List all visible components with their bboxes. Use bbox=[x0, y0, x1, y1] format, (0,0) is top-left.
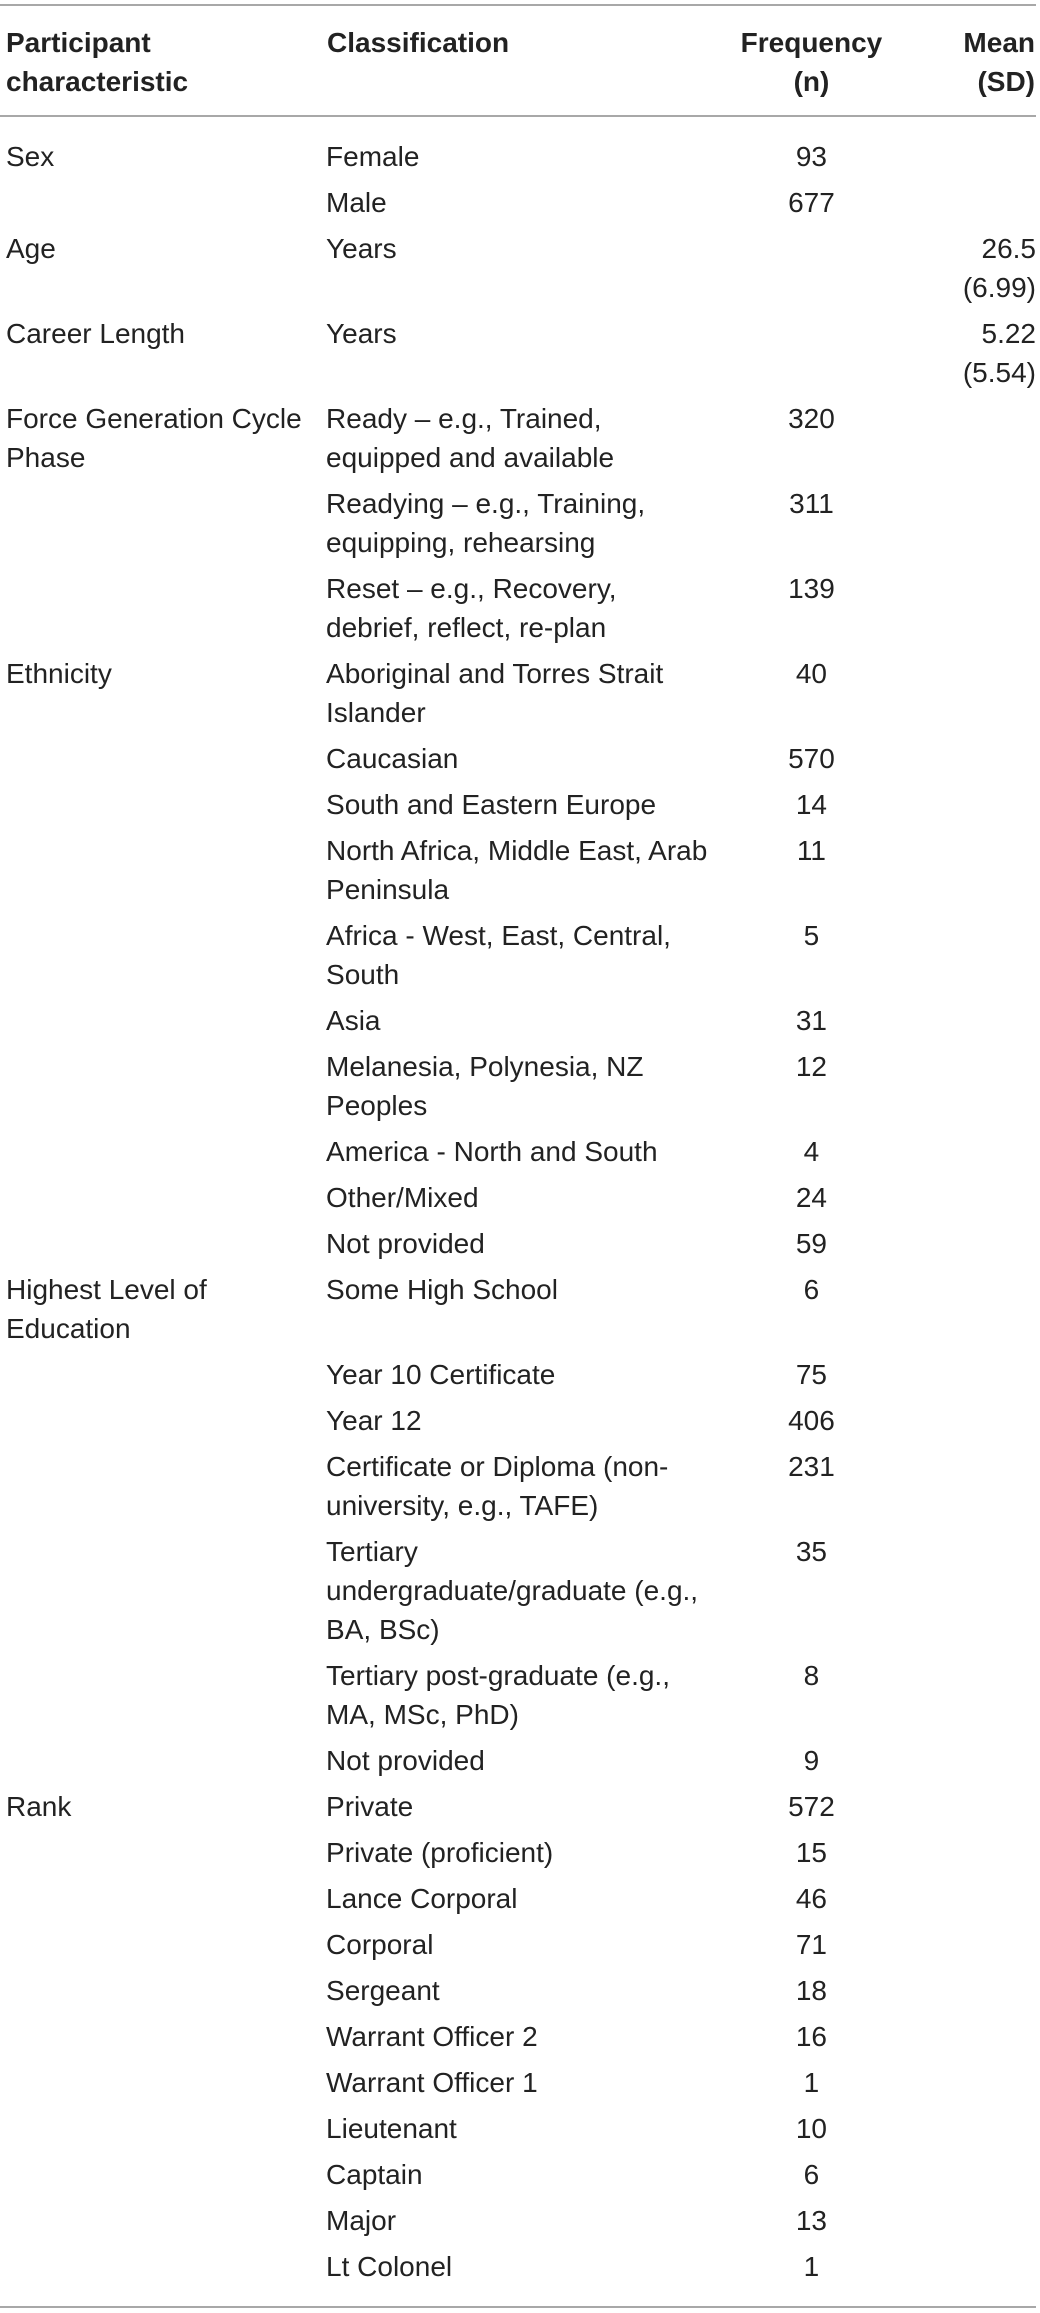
table-row bbox=[0, 565, 1036, 650]
cell-mean bbox=[902, 1043, 1036, 1128]
cell-mean bbox=[902, 2151, 1036, 2197]
table-row bbox=[0, 2105, 1036, 2151]
cell-characteristic bbox=[0, 565, 326, 650]
cell-mean bbox=[902, 2243, 1036, 2307]
cell-characteristic bbox=[0, 827, 326, 912]
cell-characteristic bbox=[0, 2059, 326, 2105]
cell-classification: America - North and South bbox=[326, 1136, 658, 1167]
cell-characteristic: Career Length bbox=[6, 318, 186, 349]
cell-characteristic bbox=[0, 1351, 326, 1397]
cell-mean bbox=[902, 1528, 1036, 1652]
cell-classification: Lance Corporal bbox=[326, 1883, 518, 1914]
cell-characteristic bbox=[0, 1921, 326, 1967]
cell-mean bbox=[902, 1220, 1036, 1266]
cell-mean bbox=[902, 1443, 1036, 1528]
cell-frequency: 75 bbox=[795, 1359, 828, 1390]
table-row bbox=[0, 1397, 1036, 1443]
cell-characteristic bbox=[0, 912, 326, 997]
cell-frequency: 10 bbox=[795, 2113, 828, 2144]
cell-characteristic: Highest Level of Education bbox=[6, 1274, 207, 1344]
cell-frequency: 8 bbox=[803, 1660, 820, 1691]
cell-mean bbox=[902, 1128, 1036, 1174]
cell-frequency: 12 bbox=[795, 1051, 828, 1082]
table-row bbox=[0, 781, 1036, 827]
cell-characteristic bbox=[0, 1967, 326, 2013]
cell-classification: Readying – e.g., Training, equipping, rehearsing bbox=[326, 488, 646, 558]
cell-characteristic bbox=[0, 1220, 326, 1266]
cell-classification: Aboriginal and Torres Strait Islander bbox=[326, 658, 664, 728]
table-row bbox=[0, 997, 1036, 1043]
cell-classification: Years bbox=[326, 233, 397, 264]
cell-frequency: 31 bbox=[795, 1005, 828, 1036]
cell-characteristic bbox=[0, 1174, 326, 1220]
cell-mean bbox=[902, 1875, 1036, 1921]
cell-characteristic bbox=[0, 735, 326, 781]
cell-mean bbox=[902, 1266, 1036, 1351]
cell-frequency: 18 bbox=[795, 1975, 828, 2006]
cell-mean bbox=[902, 2105, 1036, 2151]
table-row bbox=[0, 2243, 1036, 2307]
cell-characteristic bbox=[0, 2197, 326, 2243]
cell-characteristic: Sex bbox=[6, 141, 55, 172]
cell-characteristic bbox=[0, 1128, 326, 1174]
cell-classification: Sergeant bbox=[326, 1975, 440, 2006]
cell-classification: Private bbox=[326, 1791, 414, 1822]
cell-characteristic bbox=[0, 1443, 326, 1528]
cell-frequency: 35 bbox=[795, 1536, 828, 1567]
cell-frequency: 15 bbox=[795, 1837, 828, 1868]
table-header bbox=[0, 5, 1036, 116]
table-row bbox=[0, 1921, 1036, 1967]
cell-characteristic bbox=[0, 997, 326, 1043]
table-row bbox=[0, 1875, 1036, 1921]
cell-classification: Not provided bbox=[326, 1745, 485, 1776]
cell-mean bbox=[902, 912, 1036, 997]
table-row bbox=[0, 650, 1036, 735]
cell-characteristic: Ethnicity bbox=[6, 658, 112, 689]
table-row bbox=[0, 1967, 1036, 2013]
cell-mean bbox=[902, 997, 1036, 1043]
cell-characteristic bbox=[0, 1043, 326, 1128]
cell-characteristic bbox=[0, 781, 326, 827]
cell-characteristic: Rank bbox=[6, 1791, 72, 1822]
cell-frequency bbox=[721, 225, 901, 310]
cell-frequency: 6 bbox=[803, 1274, 820, 1305]
cell-frequency: 320 bbox=[788, 403, 835, 434]
header-characteristic: Participant characteristic bbox=[0, 5, 326, 116]
table-row bbox=[0, 2059, 1036, 2105]
cell-classification: South and Eastern Europe bbox=[326, 789, 657, 820]
cell-classification: Reset – e.g., Recovery, debrief, reflect, re-plan bbox=[326, 573, 617, 643]
cell-frequency: 59 bbox=[795, 1228, 828, 1259]
cell-classification: Female bbox=[326, 141, 420, 172]
cell-mean bbox=[902, 1397, 1036, 1443]
table-row bbox=[0, 1220, 1036, 1266]
cell-classification: Some High School bbox=[326, 1274, 558, 1305]
cell-frequency: 46 bbox=[795, 1883, 828, 1914]
table-row bbox=[0, 827, 1036, 912]
cell-frequency: 572 bbox=[788, 1791, 835, 1822]
cell-mean bbox=[902, 116, 1036, 179]
cell-frequency: 311 bbox=[789, 488, 834, 519]
cell-classification: Corporal bbox=[326, 1929, 434, 1960]
cell-frequency: 11 bbox=[796, 835, 826, 866]
cell-frequency bbox=[721, 310, 901, 395]
table-row bbox=[0, 2013, 1036, 2059]
table-row bbox=[0, 1528, 1036, 1652]
table-row bbox=[0, 2151, 1036, 2197]
table-row bbox=[0, 735, 1036, 781]
cell-mean bbox=[902, 1737, 1036, 1783]
cell-classification: Tertiary post-graduate (e.g., MA, MSc, PhD) bbox=[326, 1660, 670, 1730]
cell-mean: 5.22 (5.54) bbox=[962, 318, 1036, 388]
cell-mean bbox=[902, 1967, 1036, 2013]
cell-classification: Other/Mixed bbox=[326, 1182, 479, 1213]
table-row bbox=[0, 1174, 1036, 1220]
cell-classification: Ready – e.g., Trained, equipped and available bbox=[326, 403, 615, 473]
cell-classification: Not provided bbox=[326, 1228, 485, 1259]
table-row bbox=[0, 116, 1036, 179]
cell-classification: Caucasian bbox=[326, 743, 459, 774]
cell-frequency: 9 bbox=[803, 1745, 820, 1776]
cell-mean: 26.5 (6.99) bbox=[962, 233, 1036, 303]
cell-mean bbox=[902, 2197, 1036, 2243]
cell-frequency: 1 bbox=[721, 2243, 901, 2307]
cell-classification: Certificate or Diploma (non-university, e.g., TAFE) bbox=[326, 1451, 669, 1521]
table-row bbox=[0, 225, 1036, 310]
cell-frequency: 570 bbox=[788, 743, 835, 774]
cell-mean bbox=[902, 1351, 1036, 1397]
table-row bbox=[0, 1652, 1036, 1737]
cell-characteristic bbox=[0, 1652, 326, 1737]
header-classification: Classification bbox=[326, 5, 721, 116]
cell-mean bbox=[902, 1174, 1036, 1220]
cell-characteristic: Force Generation Cycle Phase bbox=[6, 403, 302, 473]
table-row bbox=[0, 1783, 1036, 1829]
table-row bbox=[0, 912, 1036, 997]
cell-classification: Asia bbox=[326, 1005, 381, 1036]
table-row bbox=[0, 395, 1036, 480]
cell-frequency: 71 bbox=[795, 1929, 828, 1960]
cell-mean bbox=[902, 1829, 1036, 1875]
cell-characteristic: Age bbox=[6, 233, 56, 264]
cell-frequency: 6 bbox=[803, 2159, 820, 2190]
cell-characteristic bbox=[0, 2013, 326, 2059]
cell-mean bbox=[902, 2013, 1036, 2059]
cell-frequency: 14 bbox=[795, 789, 828, 820]
cell-classification: North Africa, Middle East, Arab Peninsula bbox=[326, 835, 708, 905]
cell-mean bbox=[902, 1921, 1036, 1967]
cell-characteristic bbox=[0, 480, 326, 565]
cell-characteristic bbox=[0, 1528, 326, 1652]
cell-classification: Year 10 Certificate bbox=[326, 1359, 556, 1390]
cell-mean bbox=[902, 735, 1036, 781]
cell-classification: Major bbox=[326, 2205, 397, 2236]
cell-frequency: 16 bbox=[795, 2021, 828, 2052]
cell-classification: Year 12 bbox=[326, 1405, 422, 1436]
cell-classification: Warrant Officer 2 bbox=[326, 2021, 538, 2052]
cell-classification: Lt Colonel bbox=[326, 2243, 721, 2307]
cell-frequency: 231 bbox=[788, 1451, 835, 1482]
cell-mean bbox=[902, 565, 1036, 650]
cell-classification: Melanesia, Polynesia, NZ Peoples bbox=[326, 1051, 644, 1121]
table-row bbox=[0, 1443, 1036, 1528]
cell-classification: Captain bbox=[326, 2159, 423, 2190]
header-row bbox=[0, 5, 1036, 116]
cell-characteristic bbox=[0, 1875, 326, 1921]
table-row bbox=[0, 2197, 1036, 2243]
cell-frequency: 139 bbox=[788, 573, 835, 604]
cell-frequency: 93 bbox=[795, 141, 828, 172]
cell-mean bbox=[902, 179, 1036, 225]
table-row bbox=[0, 480, 1036, 565]
cell-classification: Private (proficient) bbox=[326, 1837, 554, 1868]
cell-frequency: 406 bbox=[788, 1405, 835, 1436]
header-frequency: Frequency (n) bbox=[721, 5, 901, 116]
cell-frequency: 4 bbox=[803, 1136, 820, 1167]
cell-characteristic bbox=[0, 2151, 326, 2197]
cell-mean bbox=[902, 827, 1036, 912]
cell-frequency: 24 bbox=[795, 1182, 828, 1213]
cell-characteristic bbox=[0, 2243, 326, 2307]
cell-mean bbox=[902, 480, 1036, 565]
table-body bbox=[0, 116, 1036, 2307]
table-row bbox=[0, 1266, 1036, 1351]
cell-mean bbox=[902, 1652, 1036, 1737]
table-row bbox=[0, 1737, 1036, 1783]
participant-characteristics-table bbox=[0, 4, 1036, 2308]
cell-frequency: 677 bbox=[788, 187, 835, 218]
cell-mean bbox=[902, 1783, 1036, 1829]
cell-mean bbox=[902, 395, 1036, 480]
cell-characteristic bbox=[0, 2105, 326, 2151]
cell-mean bbox=[902, 781, 1036, 827]
cell-frequency: 13 bbox=[795, 2205, 828, 2236]
table-row bbox=[0, 310, 1036, 395]
cell-classification: Warrant Officer 1 bbox=[326, 2067, 538, 2098]
cell-mean bbox=[902, 2059, 1036, 2105]
cell-frequency: 1 bbox=[803, 2067, 820, 2098]
cell-characteristic bbox=[0, 179, 326, 225]
cell-mean bbox=[902, 650, 1036, 735]
table-row bbox=[0, 179, 1036, 225]
table-row bbox=[0, 1043, 1036, 1128]
cell-characteristic bbox=[0, 1397, 326, 1443]
header-mean: Mean (SD) bbox=[902, 5, 1036, 116]
cell-frequency: 5 bbox=[803, 920, 820, 951]
cell-characteristic bbox=[0, 1737, 326, 1783]
table-row bbox=[0, 1128, 1036, 1174]
cell-characteristic bbox=[0, 1829, 326, 1875]
cell-classification: Africa - West, East, Central, South bbox=[326, 920, 671, 990]
cell-classification: Male bbox=[326, 187, 387, 218]
table-row bbox=[0, 1829, 1036, 1875]
cell-classification: Tertiary undergraduate/graduate (e.g., BA, BSc) bbox=[326, 1536, 699, 1645]
cell-classification: Lieutenant bbox=[326, 2113, 457, 2144]
table-row bbox=[0, 1351, 1036, 1397]
cell-classification: Years bbox=[326, 318, 397, 349]
cell-frequency: 40 bbox=[795, 658, 828, 689]
